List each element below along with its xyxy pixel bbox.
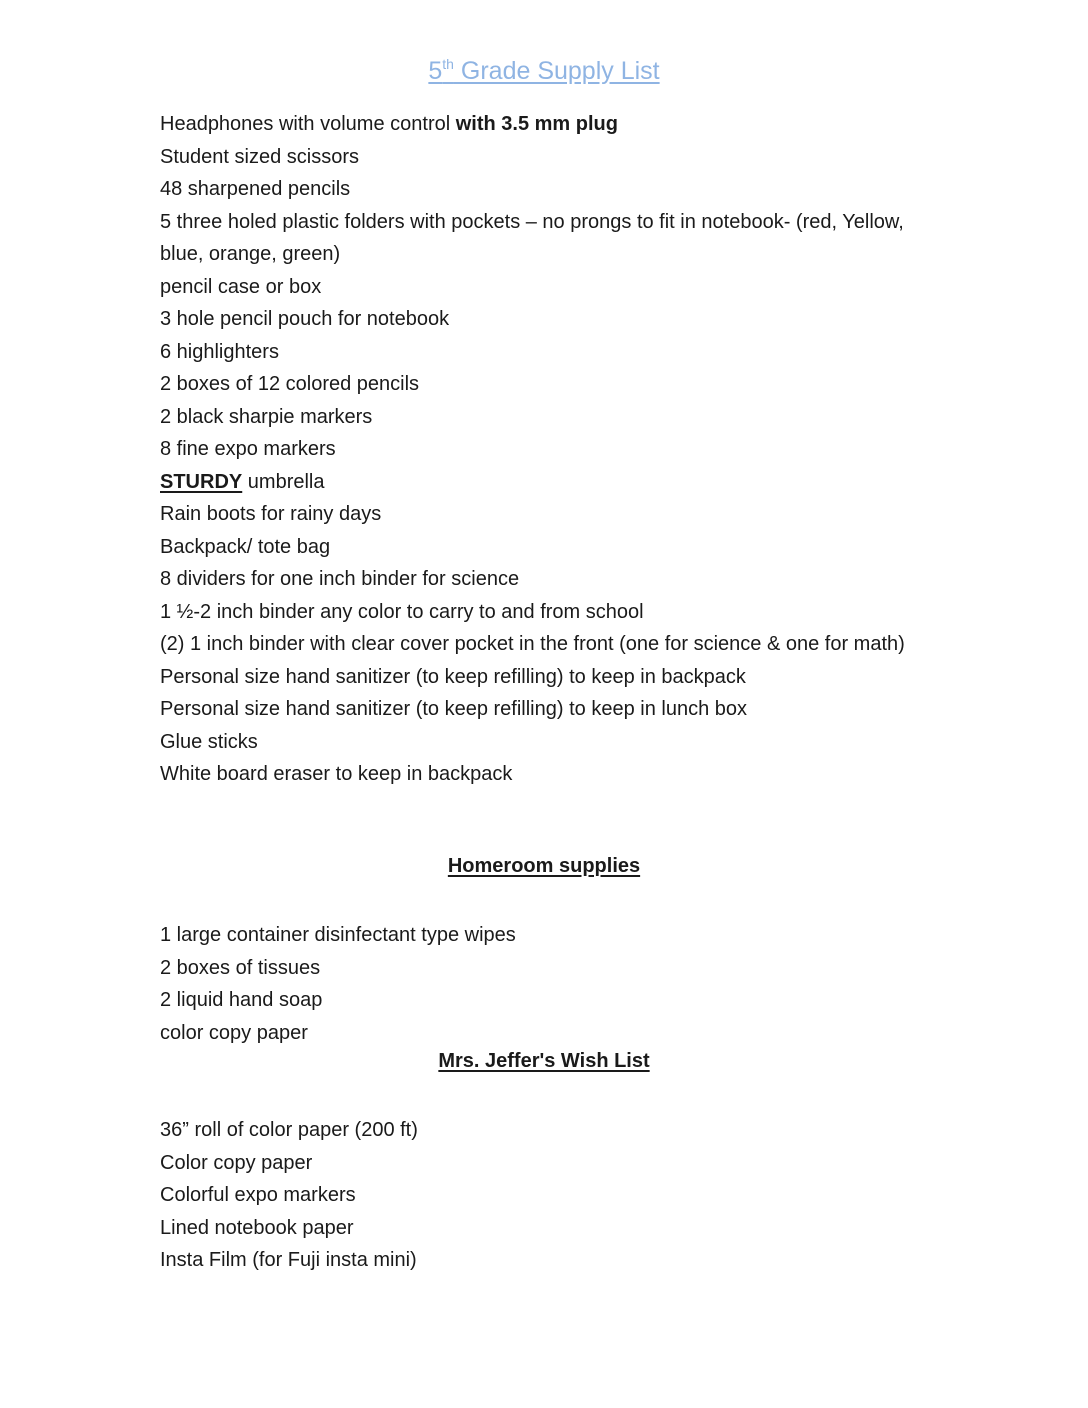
item-text: Headphones with volume control <box>160 113 456 135</box>
list-item <box>160 108 920 141</box>
list-item: Personal size hand sanitizer (to keep refilling) to keep in backpack <box>160 665 746 688</box>
list-item: 36” roll of color paper (200 ft) <box>160 1119 418 1141</box>
list-item: Personal size hand sanitizer (to keep refilling) to keep in lunch box <box>160 698 747 720</box>
title-number: 5 <box>428 57 443 85</box>
list-item: Lined notebook paper <box>160 1216 354 1239</box>
wish-list <box>160 1114 920 1277</box>
item-emphasis-text: STURDY <box>160 470 243 493</box>
list-item: Colorful expo markers <box>160 1184 356 1206</box>
title-ordinal-suffix: th <box>442 56 454 72</box>
item-text: umbrella <box>242 470 325 493</box>
item-bold-text: with 3.5 mm plug <box>455 113 618 135</box>
title-text: Grade Supply List <box>453 57 660 85</box>
list-item: 1 large container disinfectant type wipes <box>160 924 516 946</box>
list-item: (2) 1 inch binder with clear cover pocket in the front (one for science & one for math) <box>160 633 905 655</box>
list-item <box>160 466 920 499</box>
wish-list-heading: Mrs. Jeffer's Wish List <box>438 1050 650 1072</box>
list-item: Color copy paper <box>160 1151 313 1174</box>
list-item: pencil case or box <box>160 275 322 298</box>
list-item: 3 hole pencil pouch for notebook <box>160 308 450 330</box>
list-item: Rain boots for rainy days <box>160 503 382 525</box>
homeroom-heading: Homeroom supplies <box>447 855 641 877</box>
homeroom-list <box>160 919 920 1049</box>
list-item: 2 liquid hand soap <box>160 989 323 1011</box>
list-item: 6 highlighters <box>160 340 279 363</box>
list-item: 2 black sharpie markers <box>160 405 373 428</box>
list-item: Student sized scissors <box>160 145 359 168</box>
list-item: color copy paper <box>160 1021 308 1044</box>
list-item: Glue sticks <box>160 730 258 753</box>
supply-list <box>160 108 920 791</box>
list-item: 48 sharpened pencils <box>160 178 351 200</box>
list-item: Insta Film (for Fuji insta mini) <box>160 1249 417 1271</box>
list-item: 2 boxes of 12 colored pencils <box>160 373 420 395</box>
list-item: White board eraser to keep in backpack <box>160 763 513 785</box>
list-item: 1 ½-2 inch binder any color to carry to and from school <box>160 600 644 623</box>
list-item: Backpack/ tote bag <box>160 535 331 558</box>
list-item: 8 fine expo markers <box>160 438 336 460</box>
list-item: 8 dividers for one inch binder for science <box>160 568 520 590</box>
list-item: 5 three holed plastic folders with pockets – no prongs to fit in notebook- (red, Yellow, blue, orange, green) <box>160 210 904 265</box>
page-title <box>0 56 1088 86</box>
list-item: 2 boxes of tissues <box>160 956 321 979</box>
